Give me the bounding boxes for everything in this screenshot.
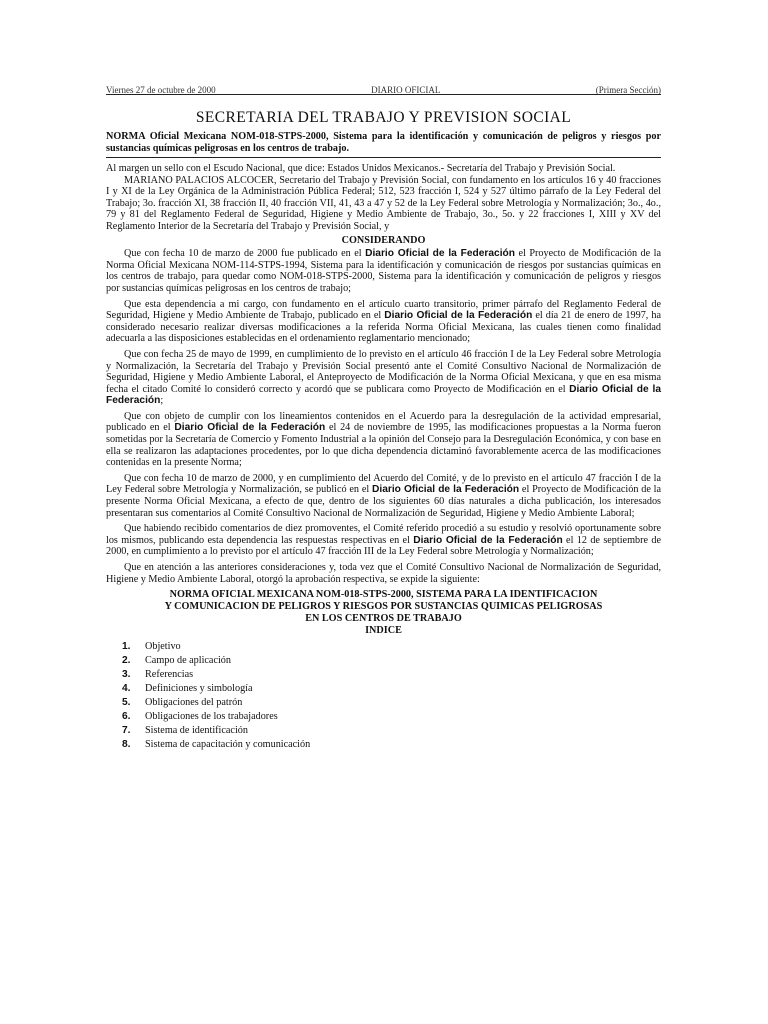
considerando-paragraph-5: Que con fecha 10 de marzo de 2000, y en cumplimiento del Acuerdo del Comité, y de lo previsto en el artículo 47 fracción I de la Ley Federal sobre Metrología y Normalización, se publicó en el Diario Oficial de la Federación el Proyecto de Modificación de la presente Norma Oficial Mexicana, a efecto de que, dentro de los siguientes 60 días naturales a dicha publicación, los interesados presentaran sus comentarios al Comité Consultivo Nacional de Normalización de Seguridad, Higiene y Medio Ambiente Laboral; [106,472,662,519]
indice-item: 2. Campo de aplicación [122,655,231,667]
indice-item: 8. Sistema de capacitación y comunicación [122,739,311,751]
considerando-paragraph-3: Que con fecha 25 de mayo de 1999, en cumplimiento de lo previsto en el artículo 46 fracción I de la Ley Federal sobre Metrología y Normalización, la Secretaría del Trabajo y Previsión Social presentó ante el Comité Consultivo Nacional de Normalización de Seguridad, Higiene y Medio Ambiente Laboral, el Anteproyecto de Modificación de la Norma Oficial Mexicana, y que en esa misma fecha el citado Comité lo consideró correcto y acordó que se publicara como Proyecto de Modificación en el Diario Oficial de la Federación; [106,348,661,407]
considerando-paragraph-7: Que en atención a las anteriores consideraciones y, toda vez que el Comité Consultivo Nacional de Normalización de Seguridad, Higiene y Medio Ambiente Laboral, otorgó la aprobación respectiva, se expide la siguiente: [106,562,661,585]
running-header [106,86,661,95]
indice-item: 5. Obligaciones del patrón [122,697,243,709]
ministry-title: SECRETARIA DEL TRABAJO Y PREVISION SOCIAL [195,109,572,126]
indice-item: 1. Objetivo [122,641,181,653]
dof-reference: Diario Oficial de la Federación [384,310,533,322]
dof-reference: Diario Oficial de la Federación [413,534,563,546]
considerando-paragraph-1: Que con fecha 10 de marzo de 2000 fue publicado en el Diario Oficial de la Federación el Proyecto de Modificación de la Norma Oficial Mexicana NOM-114-STPS-1994, Sistema para la identificación y comunicación de riesgos por sustancias químicas en los centros de trabajo, para quedar como NOM-018-STPS-2000, Sistema para la identificación y comunicación de peligros y riesgos por sustancias químicas peligrosas en los centros de trabajo; [106,248,661,294]
norma-full-title [106,589,661,637]
running-header-section: (Primera Sección) [595,86,661,95]
running-header-publication: DIARIO OFICIAL [371,86,441,95]
dof-reference: Diario Oficial de la Federación [365,248,515,260]
norma-heading: NORMA Oficial Mexicana NOM-018-STPS-2000, Sistema para la identificación y comunicación de peligros y riesgos por sustancias químicas peligrosas en los centros de trabajo. [106,131,661,158]
indice-item: 4. Definiciones y simbología [122,683,253,695]
sello-paragraph: Al margen un sello con el Escudo Nacional, que dice: Estados Unidos Mexicanos.- Secretaría del Trabajo y Previsión Social. [106,163,616,174]
indice-item: 7. Sistema de identificación [122,725,248,737]
indice-item: 3. Referencias [122,669,194,681]
considerando-paragraph-6: Que habiendo recibido comentarios de diez promoventes, el Comité referido procedió a su estudio y resolvió oportunamente sobre los mismos, publicando esta dependencia las respuestas respectivas en el Diario Oficial de la Federación el 12 de septiembre de 2000, en cumplimiento a lo previsto por el artículo 47 fracción III de la Ley Federal sobre Metrología y Normalización; [106,523,661,558]
considerando-paragraph-4: Que con objeto de cumplir con los lineamientos contenidos en el Acuerdo para la desregulación de la actividad empresarial, publicado en el Diario Oficial de la Federación el 24 de noviembre de 1995, las modificaciones propuestas a la Norma fueron sometidas por la Secretaría de Comercio y Fomento Industrial a la opinión del Consejo para la Desregulación Económica, y con base en ella se realizaron las adaptaciones procedentes, por lo que dicha dependencia dictaminó favorablemente acerca de las modificaciones contenidas en la presente Norma; [106,410,662,469]
mariano-paragraph: MARIANO PALACIOS ALCOCER, Secretario del Trabajo y Previsión Social, con fundamento en los artículos 16 y 40 fracciones I y XI de la Ley Orgánica de la Administración Pública Federal; 512, 523 fracción I, 524 y 527 último párrafo de la Ley Federal del Trabajo; 3o. fracción XI, 38 fracción II, 40 fracción VII, 41, 43 a 47 y 52 de la Ley Federal sobre Metrología y Normalización; 3o., 4o., 79 y 81 del Reglamento Federal de Seguridad, Higiene y Medio Ambiente de Trabajo, 3o., 5o. y 22 fracciones I, XIII y XV del Reglamento Interior de la Secretaría del Trabajo y Previsión Social, y [106,174,661,232]
document-page [106,86,661,752]
considerando-paragraph-2: Que esta dependencia a mi cargo, con fundamento en el artículo cuarto transitorio, primer párrafo del Reglamento Federal de Seguridad, Higiene y Medio Ambiente de Trabajo, publicado en el Diario Oficial de la Federación el día 21 de enero de 1997, ha considerado necesario realizar diversas modificaciones a la referida Norma Oficial Mexicana, las cuales tienen como finalidad adecuarla a las disposiciones establecidas en el ordenamiento reglamentario mencionado; [106,298,661,345]
norma-title-line-2: Y COMUNICACION DE PELIGROS Y RIESGOS POR SUSTANCIAS QUIMICAS PELIGROSAS [164,601,603,613]
indice-list [106,640,661,752]
norma-title-line-1: NORMA OFICIAL MEXICANA NOM-018-STPS-2000, SISTEMA PARA LA IDENTIFICACION [169,589,598,601]
dof-reference: Diario Oficial de la Federación [372,484,520,496]
norma-title-line-3: EN LOS CENTROS DE TRABAJO [305,613,462,625]
indice-item: 6. Obligaciones de los trabajadores [122,711,278,723]
dof-reference: Diario Oficial de la Federación [106,383,661,407]
running-header-date: Viernes 27 de octubre de 2000 [106,86,216,95]
dof-reference: Diario Oficial de la Federación [174,422,326,434]
considerando-heading: CONSIDERANDO [341,234,426,246]
indice-heading: INDICE [365,625,402,637]
